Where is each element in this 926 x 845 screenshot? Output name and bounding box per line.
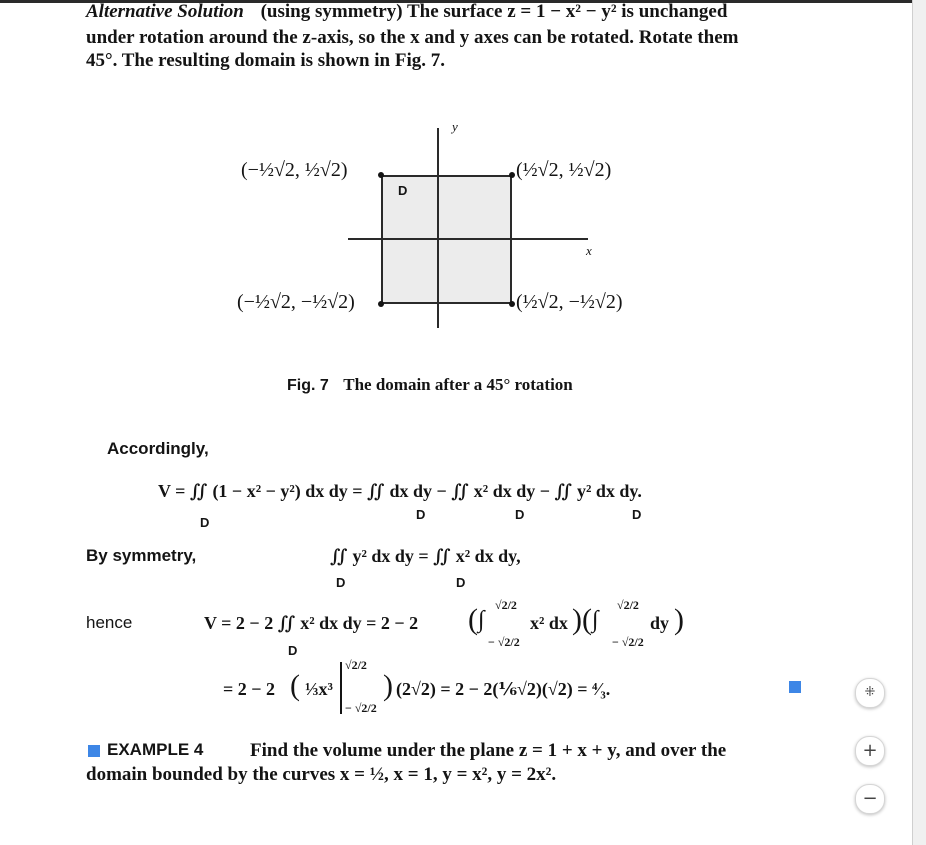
evaluation-bar: [340, 662, 342, 714]
first-integral: (∫: [468, 603, 479, 636]
example-line1: Find the volume under the plane z = 1 + x + y, and over the: [250, 740, 727, 761]
figure-caption-text: The domain after a 45° rotation: [343, 375, 573, 394]
para1-line2: under rotation around the z-axis, so the x and y axes can be rotated. Rotate them: [86, 27, 739, 48]
y-axis-label: y: [452, 119, 458, 134]
first-integral-lower-limit: − √2/2: [488, 635, 520, 649]
closing-paren: ): [674, 603, 684, 636]
first-integral-upper-limit: √2/2: [495, 598, 517, 612]
eval-upper-limit: √2/2: [345, 658, 367, 672]
domain-sub-3: D: [515, 507, 525, 522]
point-label-bottom-left: (−½√2, −½√2): [237, 291, 355, 313]
eval-lower-limit: − √2/2: [345, 701, 377, 715]
second-integral: )(∫: [572, 603, 593, 636]
alternative-solution-heading: Alternative Solution: [86, 1, 244, 22]
point-label-top-right: (½√2, ½√2): [516, 159, 612, 181]
hence-label: hence: [86, 613, 133, 632]
domain-sub-2: D: [416, 507, 426, 522]
hence-equation-a: V = 2 − 2 ∬ x² dx dy = 2 − 2: [204, 613, 419, 633]
example-line2: domain bounded by the curves x = ½, x = 1, y = x², y = 2x².: [86, 764, 557, 785]
example-label: EXAMPLE 4: [107, 740, 204, 759]
figure-caption-number: Fig. 7: [287, 377, 329, 394]
accordingly-label: Accordingly,: [107, 439, 209, 458]
para1-line3: 45°. The resulting domain is shown in Fig. 7.: [86, 50, 446, 71]
para1-line1-text: (using symmetry) The surface z = 1 − x² − y² is unchanged: [260, 1, 728, 22]
zoom-in-button[interactable]: +: [855, 736, 885, 766]
end-of-example-marker: [789, 681, 801, 693]
corner-dot-bottom-left: [378, 301, 384, 307]
second-integral-body: dy: [650, 613, 670, 633]
fit-page-icon: ⁜: [864, 685, 876, 700]
first-integral-body: x² dx: [530, 613, 568, 633]
hence-sub-d: D: [288, 643, 298, 658]
x-axis: [348, 238, 588, 240]
eval-line-start: = 2 − 2: [223, 679, 276, 699]
viewer-scrollbar[interactable]: [912, 0, 926, 845]
point-label-top-left: (−½√2, ½√2): [241, 159, 348, 181]
corner-dot-top-left: [378, 172, 384, 178]
figure-caption: [287, 375, 573, 395]
eval-line-end: (2√2) = 2 − 2(⅙√2)(√2) = ⁴⁄₃.: [396, 679, 611, 699]
region-label: D: [398, 183, 408, 198]
eval-close-paren: ): [383, 669, 393, 702]
volume-equation: V = ∬ (1 − x² − y²) dx dy = ∬ dx dy − ∬ x² dx dy − ∬ y² dx dy.: [158, 481, 642, 501]
second-integral-lower-limit: − √2/2: [612, 635, 644, 649]
symmetry-equation: ∬ y² dx dy = ∬ x² dx dy,: [330, 546, 521, 566]
example-marker: [88, 745, 100, 757]
second-integral-upper-limit: √2/2: [617, 598, 639, 612]
point-label-bottom-right: (½√2, −½√2): [516, 291, 623, 313]
symmetry-sub-1: D: [336, 575, 346, 590]
eval-open-paren: (: [290, 669, 300, 702]
domain-sub-1: D: [200, 515, 210, 530]
zoom-out-button[interactable]: −: [855, 784, 885, 814]
corner-dot-bottom-right: [509, 301, 515, 307]
y-axis: [437, 128, 439, 328]
symmetry-label: By symmetry,: [86, 546, 197, 565]
fit-page-button[interactable]: [855, 678, 885, 708]
x-axis-label: x: [586, 243, 592, 258]
corner-dot-top-right: [509, 172, 515, 178]
domain-sub-4: D: [632, 507, 642, 522]
para1-line1: [86, 1, 727, 23]
eval-antiderivative: ⅓x³: [305, 679, 333, 699]
symmetry-sub-2: D: [456, 575, 466, 590]
